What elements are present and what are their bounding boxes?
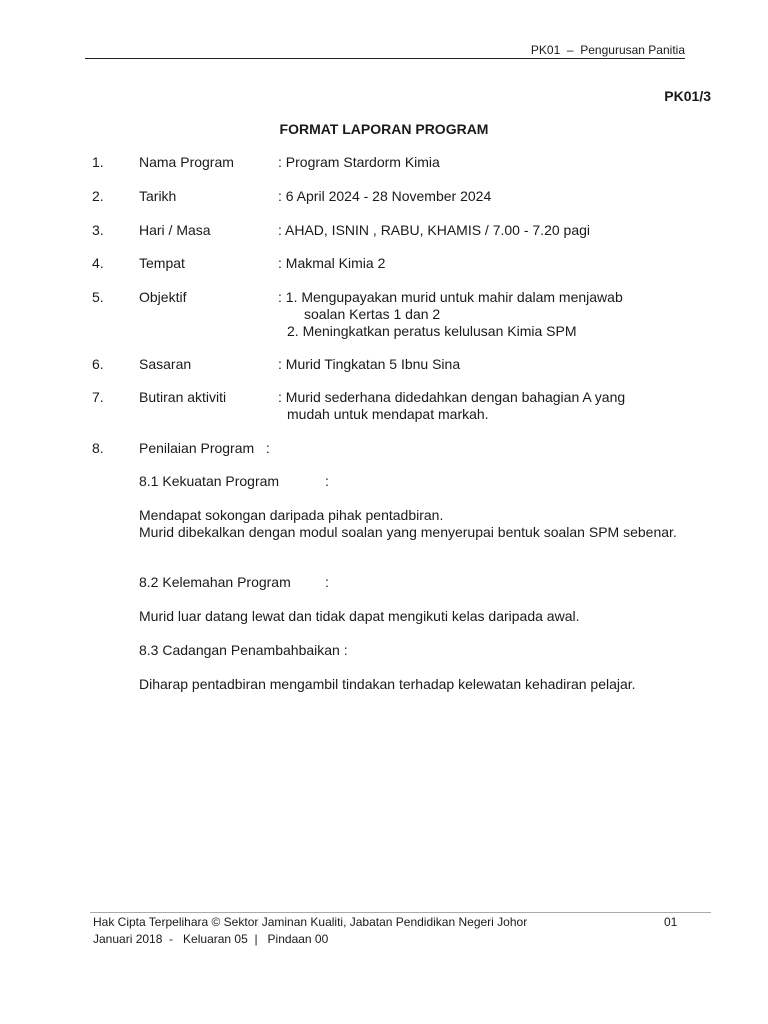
strengths-colon: : (325, 473, 329, 489)
item-number: 4. (92, 255, 104, 271)
item-label: Butiran aktiviti (139, 389, 227, 405)
strength-line: Mendapat sokongan daripada pihak pentadbiran. (139, 507, 444, 523)
item-value: : 6 April 2024 - 28 November 2024 (278, 188, 492, 204)
item-number: 7. (92, 389, 104, 405)
item-value: : Program Stardorm Kimia (278, 154, 440, 170)
weaknesses-heading: 8.2 Kelemahan Program (139, 574, 291, 590)
improvements-heading: 8.3 Cadangan Penambahbaikan : (139, 642, 348, 658)
item-value (278, 389, 708, 423)
footer-copyright: Hak Cipta Terpelihara © Sektor Jaminan Kualiti, Jabatan Pendidikan Negeri Johor (93, 915, 528, 929)
item-value: : AHAD, ISNIN , RABU, KHAMIS / 7.00 - 7.20 pagi (278, 222, 591, 238)
item-label: Sasaran (139, 356, 192, 372)
item-label: Tarikh (139, 188, 177, 204)
item-value (278, 289, 708, 340)
footer-edition: Januari 2018 - Keluaran 05 | Pindaan 00 (93, 932, 329, 946)
document-title: FORMAT LAPORAN PROGRAM (279, 121, 489, 137)
item-label: Nama Program (139, 154, 234, 170)
footer-page-number: 01 (664, 915, 678, 929)
activity-line: mudah untuk mendapat markah. (287, 406, 489, 422)
item-label: Tempat (139, 255, 185, 271)
objective-line: : 1. Mengupayakan murid untuk mahir dalam menjawab (278, 289, 623, 305)
weaknesses-colon: : (325, 574, 329, 590)
strengths-heading: 8.1 Kekuatan Program (139, 473, 280, 489)
document-code: PK01/3 (664, 88, 711, 104)
strengths-heading-row (139, 473, 709, 490)
item-number: 1. (92, 154, 104, 170)
weaknesses-heading-row (139, 574, 709, 591)
strengths-text (139, 507, 709, 541)
improvements-text: Diharap pentadbiran mengambil tindakan terhadap kelewatan kehadiran pelajar. (139, 676, 636, 692)
item-label: Hari / Masa (139, 222, 211, 238)
item-label: Penilaian Program : (139, 440, 270, 456)
activity-line: : Murid sederhana didedahkan dengan bahagian A yang (278, 389, 626, 405)
item-number: 3. (92, 222, 104, 238)
objective-line: soalan Kertas 1 dan 2 (304, 306, 441, 322)
header-rule (85, 58, 685, 59)
item-value: : Makmal Kimia 2 (278, 255, 386, 271)
item-value: : Murid Tingkatan 5 Ibnu Sina (278, 356, 461, 372)
objective-line: 2. Meningkatkan peratus kelulusan Kimia SPM (287, 323, 577, 339)
item-label: Objektif (139, 289, 187, 305)
item-number: 2. (92, 188, 104, 204)
footer-rule (90, 912, 711, 913)
item-number: 8. (92, 440, 104, 456)
item-number: 6. (92, 356, 104, 372)
weaknesses-text: Murid luar datang lewat dan tidak dapat mengikuti kelas daripada awal. (139, 608, 580, 624)
item-number: 5. (92, 289, 104, 305)
running-header: PK01 – Pengurusan Panitia (530, 43, 685, 57)
strength-line: Murid dibekalkan dengan modul soalan yang menyerupai bentuk soalan SPM sebenar. (139, 524, 677, 540)
